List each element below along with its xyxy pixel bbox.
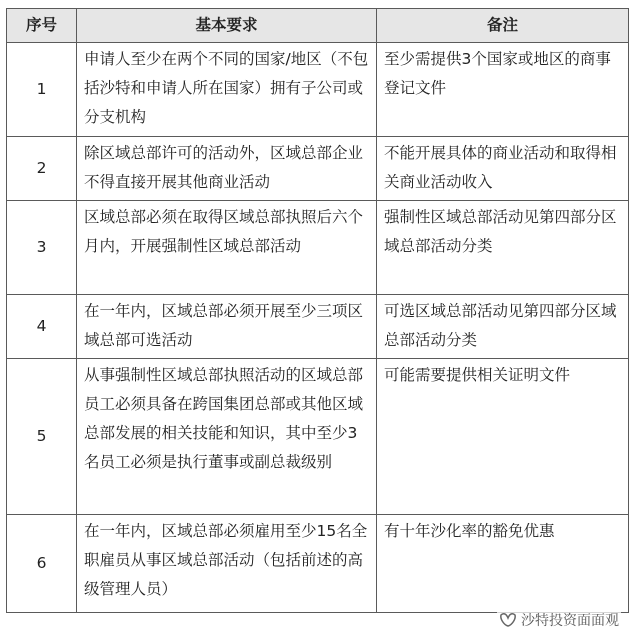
row-note: 有十年沙化率的豁免优惠 [377, 515, 629, 613]
row-note: 不能开展具体的商业活动和取得相关商业活动收入 [377, 137, 629, 201]
row-requirement: 区域总部必须在取得区域总部执照后六个月内，开展强制性区域总部活动 [77, 201, 377, 295]
row-number: 6 [7, 515, 77, 613]
table-row [7, 295, 629, 359]
row-number: 1 [7, 43, 77, 137]
table-row [7, 43, 629, 137]
wechat-channel-icon [499, 612, 517, 628]
row-requirement: 在一年内，区域总部必须雇用至少15名全职雇员从事区域总部活动（包括前述的高级管理人员） [77, 515, 377, 613]
header-note: 备注 [377, 9, 629, 43]
table-row [7, 137, 629, 201]
table-row [7, 201, 629, 295]
row-requirement: 在一年内，区域总部必须开展至少三项区域总部可选活动 [77, 295, 377, 359]
row-number: 4 [7, 295, 77, 359]
row-number: 5 [7, 359, 77, 515]
watermark [497, 610, 621, 630]
row-note: 可能需要提供相关证明文件 [377, 359, 629, 515]
row-number: 3 [7, 201, 77, 295]
row-note: 强制性区域总部活动见第四部分区域总部活动分类 [377, 201, 629, 295]
table-row [7, 359, 629, 515]
row-number: 2 [7, 137, 77, 201]
row-requirement: 除区域总部许可的活动外，区域总部企业不得直接开展其他商业活动 [77, 137, 377, 201]
requirements-table [6, 8, 629, 613]
row-note: 至少需提供3个国家或地区的商事登记文件 [377, 43, 629, 137]
row-note: 可选区域总部活动见第四部分区域总部活动分类 [377, 295, 629, 359]
header-number: 序号 [7, 9, 77, 43]
row-requirement: 从事强制性区域总部执照活动的区域总部员工必须具备在跨国集团总部或其他区域总部发展的相关技能和知识，其中至少3名员工必须是执行董事或副总裁级别 [77, 359, 377, 515]
header-requirement: 基本要求 [77, 9, 377, 43]
row-requirement: 申请人至少在两个不同的国家/地区（不包括沙特和申请人所在国家）拥有子公司或分支机构 [77, 43, 377, 137]
table-row [7, 515, 629, 613]
table-header-row [7, 9, 629, 43]
watermark-text: 沙特投资面面观 [521, 613, 619, 629]
